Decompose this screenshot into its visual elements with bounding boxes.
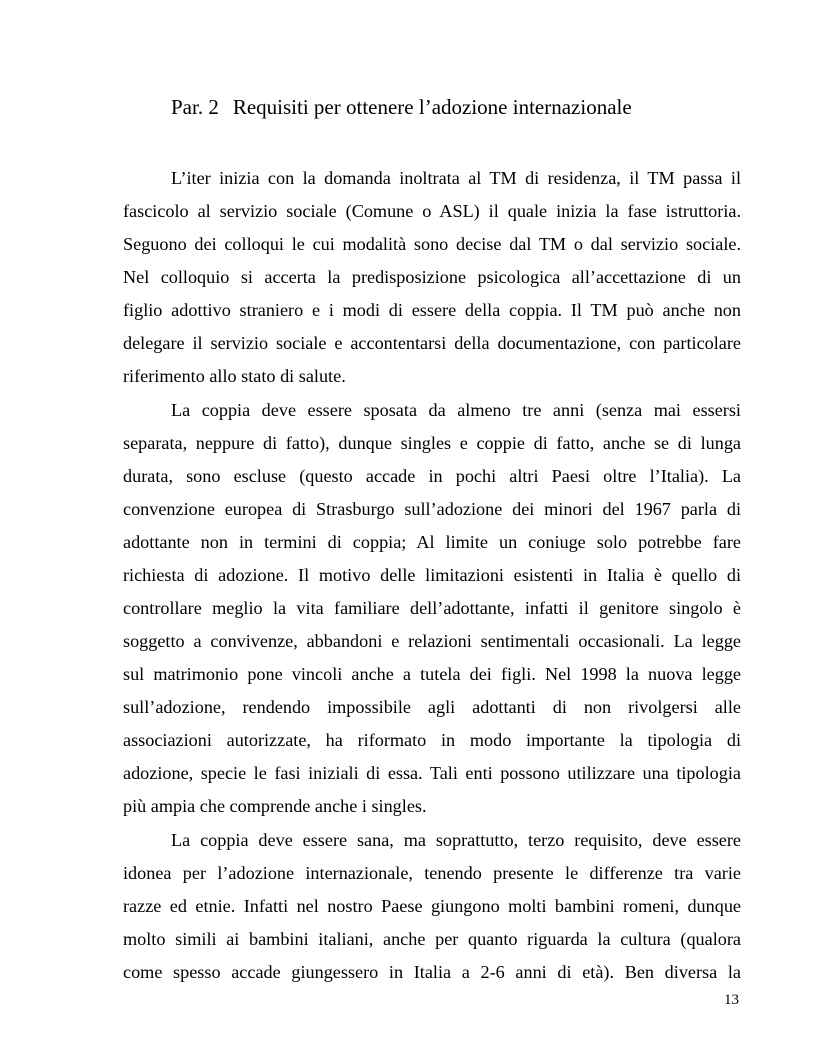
text-line: idonea per l’adozione internazionale, tenendo presente le differenze tra varie xyxy=(123,862,741,883)
text-line: La coppia deve essere sana, ma soprattutto, terzo requisito, deve essere xyxy=(171,829,741,850)
text-line: sull’adozione, rendendo impossibile agli adottanti di non rivolgersi alle xyxy=(123,697,741,718)
text-line: controllare meglio la vita familiare dell’adottante, infatti il genitore singolo è xyxy=(123,598,741,619)
text-line: come spesso accade giungessero in Italia a 2-6 anni di età). Ben diversa la xyxy=(123,961,741,982)
text-line: separata, neppure di fatto), dunque singles e coppie di fatto, anche se di lunga xyxy=(123,432,741,453)
text-line: convenzione europea di Strasburgo sull’adozione dei minori del 1967 parla di xyxy=(123,498,741,519)
body-text xyxy=(123,162,741,989)
text-line: associazioni autorizzate, ha riformato in modo importante la tipologia di xyxy=(123,730,741,751)
text-line: fascicolo al servizio sociale (Comune o ASL) il quale inizia la fase istruttoria. xyxy=(123,201,741,222)
text-line: razze ed etnie. Infatti nel nostro Paese giungono molti bambini romeni, dunque xyxy=(123,895,741,916)
text-line: Nel colloquio si accerta la predisposizione psicologica all’accettazione di un xyxy=(123,267,741,288)
text-line: sul matrimonio pone vincoli anche a tutela dei figli. Nel 1998 la nuova legge xyxy=(123,664,741,685)
text-line: molto simili ai bambini italiani, anche per quanto riguarda la cultura (qualora xyxy=(123,928,741,949)
text-line: soggetto a convivenze, abbandoni e relazioni sentimentali occasionali. La legge xyxy=(123,631,741,652)
text-line: adottante non in termini di coppia; Al limite un coniuge solo potrebbe fare xyxy=(123,531,741,552)
text-line: figlio adottivo straniero e i modi di essere della coppia. Il TM può anche non xyxy=(123,300,741,321)
text-line: La coppia deve essere sposata da almeno tre anni (senza mai essersi xyxy=(171,399,741,420)
section-title: Requisiti per ottenere l’adozione internazionale xyxy=(232,95,632,119)
text-line: riferimento allo stato di salute. xyxy=(123,366,346,387)
text-line: richiesta di adozione. Il motivo delle limitazioni esistenti in Italia è quello di xyxy=(123,564,741,585)
text-line: delegare il servizio sociale e accontentarsi della documentazione, con particolare xyxy=(123,333,741,354)
section-number: Par. 2 xyxy=(171,95,219,119)
page-number: 13 xyxy=(724,992,739,1008)
text-line: durata, sono escluse (questo accade in pochi altri Paesi oltre l’Italia). La xyxy=(123,465,741,486)
text-line: Seguono dei colloqui le cui modalità sono decise dal TM o dal servizio sociale. xyxy=(123,234,741,255)
text-line: L’iter inizia con la domanda inoltrata al TM di residenza, il TM passa il xyxy=(171,168,741,188)
section-heading xyxy=(171,94,632,120)
text-line: adozione, specie le fasi iniziali di essa. Tali enti possono utilizzare una tipologia xyxy=(123,763,741,784)
text-line: più ampia che comprende anche i singles. xyxy=(123,796,427,817)
